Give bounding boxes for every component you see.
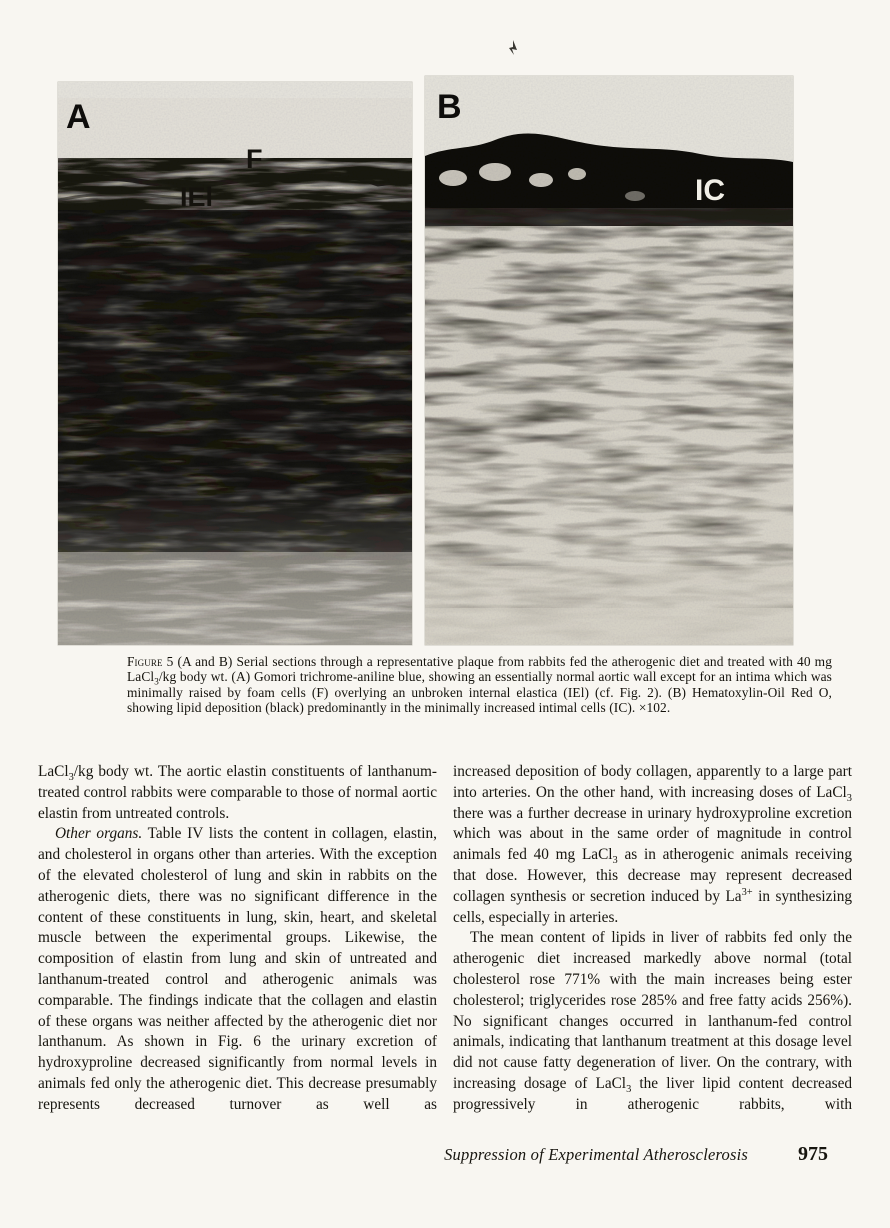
left-column	[38, 762, 437, 1116]
right-column	[453, 762, 852, 1116]
figure-caption: Figure 5 (A and B) Serial sections through a representative plaque from rabbits fed the atherogenic diet and treated with 40 mg LaCl$_3$/kg body wt. (A) Gomori trichrome-aniline blue, showing an essentially normal aortic wall except for an intima which was minimally raised by foam cells (F) overlying an unbroken internal elastica (IEl) (cf. Fig. 2). (B) Hematoxylin-Oil Red O, showing lipid deposition (black) predominantly in the minimally increased intimal cells (IC). ×102.	[127, 654, 832, 715]
internal-elastica-annotation: IEl	[180, 182, 214, 212]
page-number: 975	[798, 1143, 828, 1165]
micrograph-a-image	[58, 82, 412, 645]
intimal-cells-annotation: IC	[695, 174, 725, 207]
body-paragraph: The mean content of lipids in liver of rabbits fed only the atherogenic diet increased markedly above normal (total cholesterol rose 771% with the main increases being ester cholesterol; triglycerides rose 285% and free fatty acids 256%). No significant changes occurred in lanthanum-fed control animals, indicating that lanthanum treatment at this dosage level did not cause fatty degeneration of liver. On the contrary, with increasing dosage of LaCl$_3$ the liver lipid content decreased progressively in atherogenic rabbits, with	[453, 929, 853, 1113]
running-title: Suppression of Experimental Atherosclerosis	[444, 1145, 748, 1164]
body-paragraph: increased deposition of body collagen, apparently to a large part into arteries. On the other hand, with increasing doses of LaCl$_3$ there was a further decrease in urinary hydroxyproline excretion which was about in the same order of magnitude in control animals fed 40 mg LaCl$_3$ as in atherogenic animals receiving that dose. However, this decrease may represent decreased collagen synthesis or secretion induced by $La^{3+}$ in synthesizing cells, especially in arteries.	[453, 763, 852, 926]
panel-a-label: A	[66, 98, 91, 136]
body-paragraph: Other organs. Table IV lists the content in collagen, elastin, and cholesterol in organs other than arteries. With the exception of the elevated cholesterol of lung and skin in rabbits on the atherogenic diets, there was no significant difference in the content of these constituents in lung, skin, heart, and skeletal muscle between the experimental groups. Likewise, the composition of elastin from lung and skin of untreated and lanthanum-treated control and atherogenic animals was comparable. The findings indicate that the collagen and elastin of these organs was neither affected by the atherogenic diet nor lanthanum. As shown in Fig. 6 the urinary excretion of hydroxyproline decreased significantly from normal levels in animals fed only the atherogenic diet. This decrease presumably represents decreased turnover as well as	[38, 825, 437, 1113]
body-paragraph: LaCl$_3$/kg body wt. The aortic elastin constituents of lanthanum-treated control rabbits were comparable to those of normal aortic elastin from untreated controls.	[38, 763, 437, 822]
foam-cells-annotation: F	[246, 144, 263, 174]
ink-speck	[506, 40, 520, 56]
micrograph-panel-b	[425, 76, 793, 645]
body-text	[38, 762, 852, 1116]
micrograph-b-image	[425, 76, 793, 645]
page-footer	[444, 1143, 828, 1166]
panel-b-label: B	[437, 88, 462, 126]
micrograph-panel-a	[58, 82, 412, 645]
